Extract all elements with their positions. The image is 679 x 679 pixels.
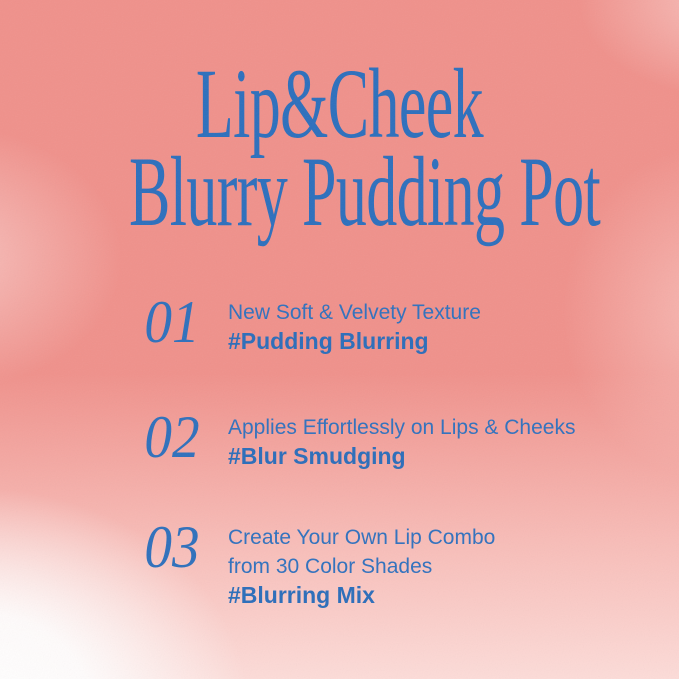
feature-description: from 30 Color Shades: [228, 555, 433, 578]
feature-hashtag: #Pudding Blurring: [228, 328, 429, 354]
feature-description: Create Your Own Lip Combo: [228, 526, 496, 549]
feature-hashtag: #Blur Smudging: [228, 443, 406, 469]
feature-text-2: [228, 413, 575, 471]
product-title: [129, 48, 601, 247]
product-title-line-1: Lip&Cheek: [195, 48, 484, 159]
product-title-line-2: Blurry Pudding Pot: [129, 136, 601, 247]
feature-hashtag: #Blurring Mix: [228, 582, 375, 608]
feature-number-02: 02: [144, 404, 200, 470]
feature-number-03: 03: [144, 514, 200, 580]
feature-description: New Soft & Velvety Texture: [228, 301, 481, 324]
feature-text-3: [228, 523, 495, 610]
feature-number-01: 01: [144, 289, 200, 355]
feature-text-1: [228, 298, 481, 356]
feature-description: Applies Effortlessly on Lips & Cheeks: [228, 416, 576, 439]
